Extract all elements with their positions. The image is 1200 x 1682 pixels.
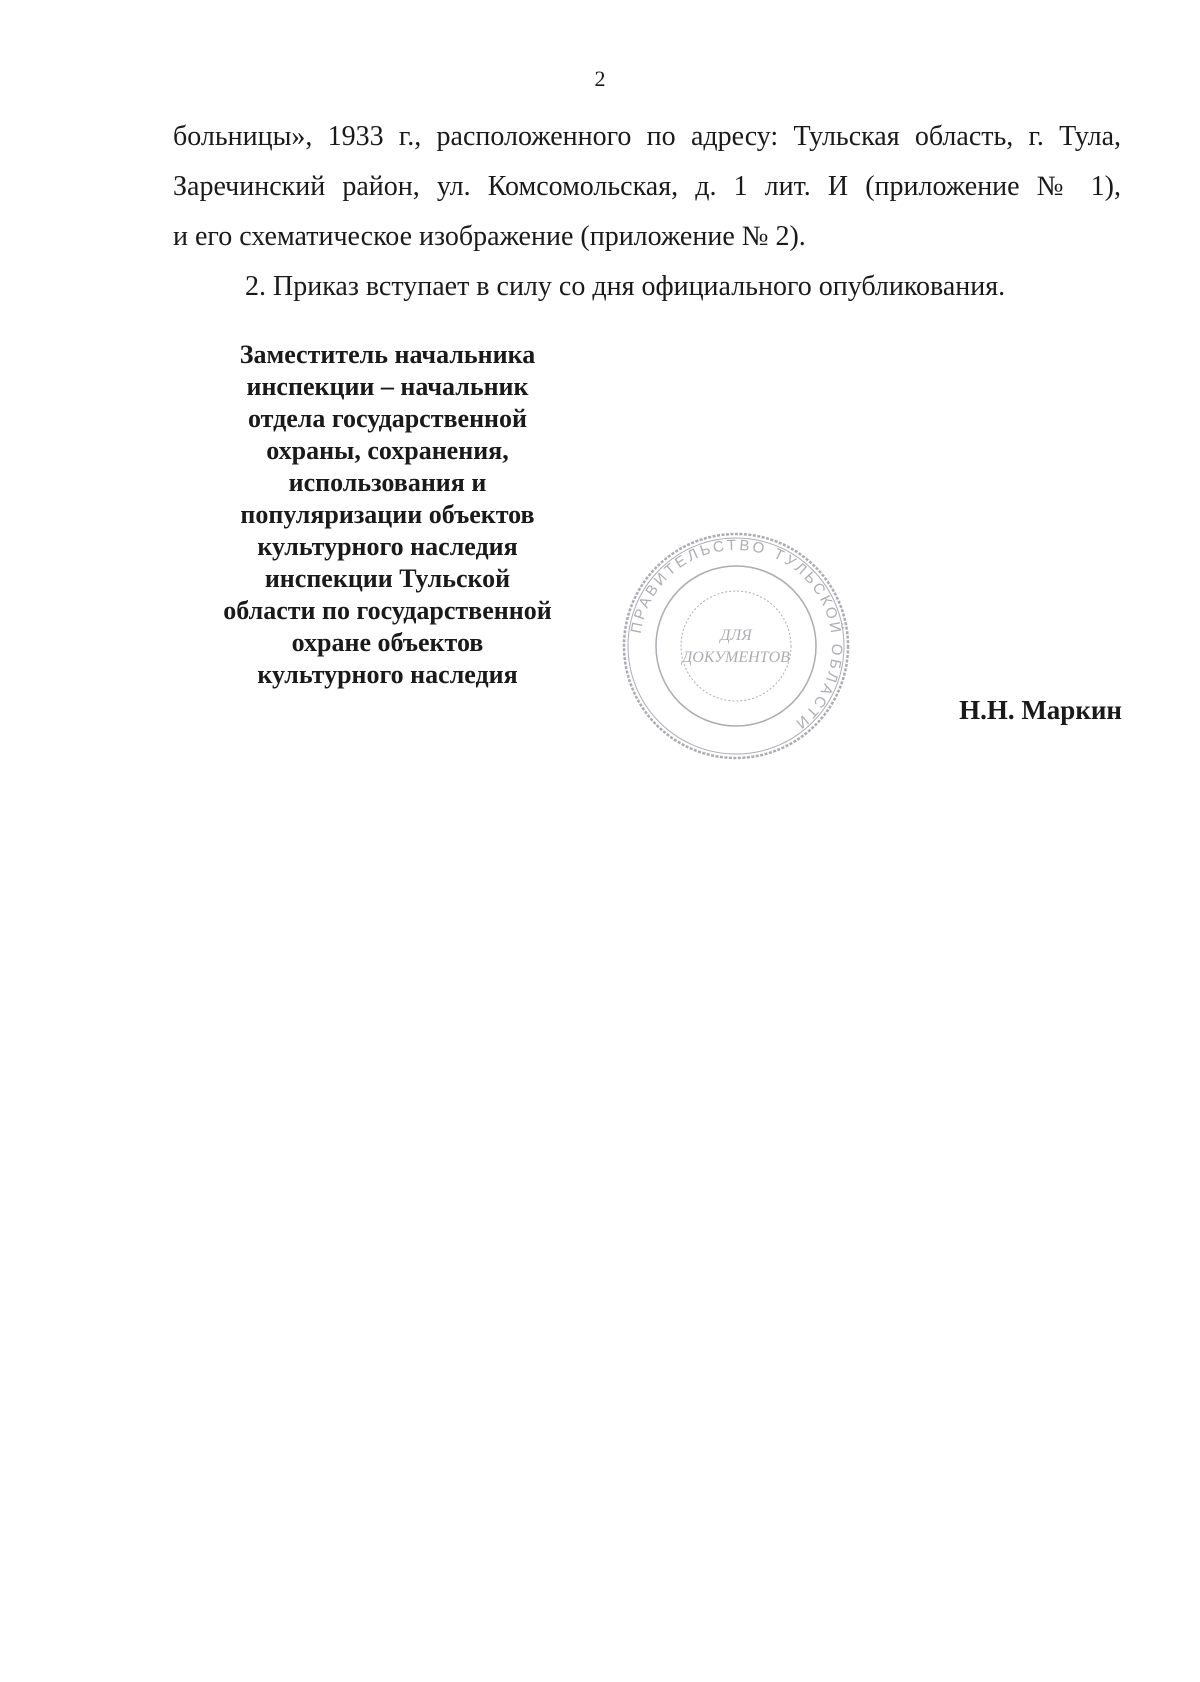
signer-line: культурного наследия (257, 660, 518, 689)
signer-line: использования и (288, 468, 487, 497)
signer-line: охране объектов (291, 628, 484, 657)
signer-line: инспекции – начальник (246, 372, 529, 401)
document-body (173, 112, 1121, 312)
signer-line: культурного наследия (257, 532, 518, 561)
signer-line: отдела государственной (247, 404, 528, 433)
page-number: 2 (594, 66, 606, 91)
paragraph-2: 2. Приказ вступает в силу со дня официального опубликования. (245, 271, 1006, 302)
paragraph-1-line-2: Заречинский район, ул. Комсомольская, д. 1 лит. И (приложение № 1), (173, 171, 1121, 202)
official-stamp (620, 530, 852, 762)
stamp-center-line-1: ДЛЯ (720, 627, 752, 644)
signer-line: области по государственной (223, 596, 552, 625)
stamp-center-line-2: ДОКУМЕНТОВ (682, 649, 790, 666)
signature-name: Н.Н. Маркин (959, 695, 1122, 725)
paragraph-1-line-1: больницы», 1933 г., расположенного по адресу: Тульская область, г. Тула, (173, 121, 1121, 152)
stamp-inner-ring (656, 566, 816, 726)
signer-line: популяризации объектов (240, 500, 535, 529)
paragraph-1-line-3: и его схематическое изображение (приложение № 2). (173, 221, 806, 252)
signer-position (190, 339, 585, 691)
signer-line: Заместитель начальника (239, 340, 536, 369)
stamp-outer-text: ПРАВИТЕЛЬСТВО ТУЛЬСКОЙ ОБЛАСТИ (627, 536, 846, 734)
stamp-inner-ring-2 (681, 591, 791, 701)
signer-line: инспекции Тульской (264, 564, 511, 593)
stamp-outer-ring (624, 534, 848, 758)
signer-line: охраны, сохранения, (266, 436, 509, 465)
